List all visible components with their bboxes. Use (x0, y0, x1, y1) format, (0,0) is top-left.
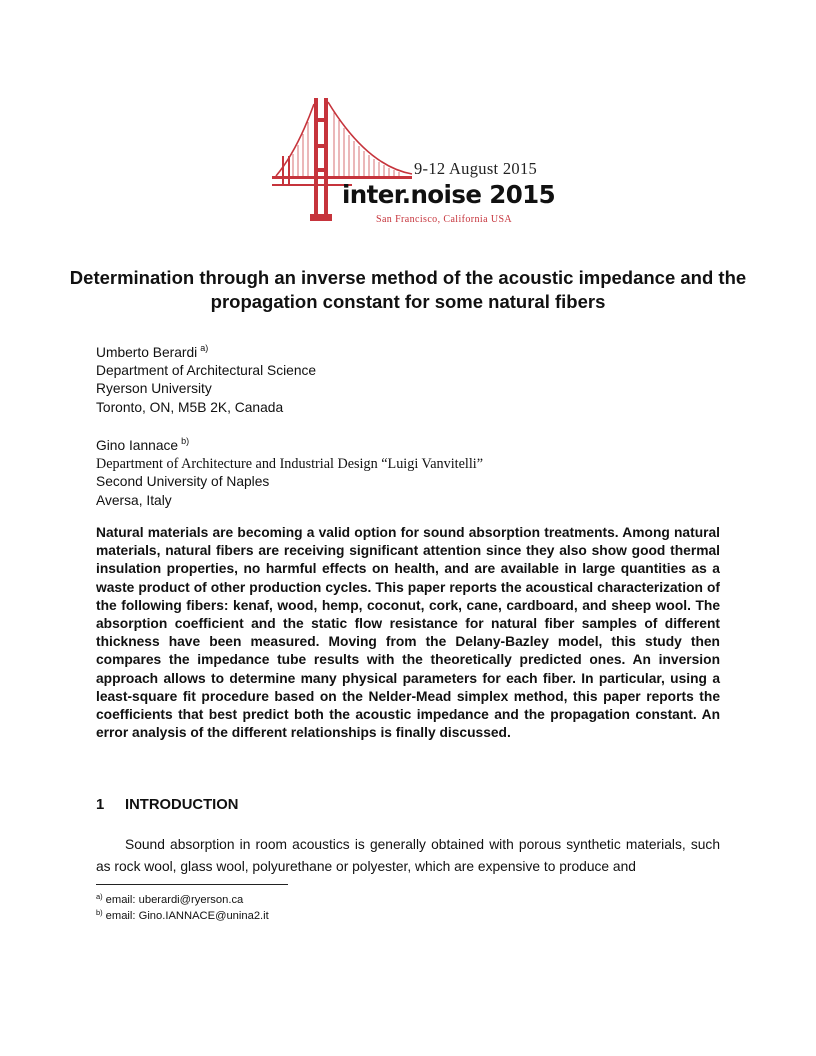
footnote-a (96, 892, 243, 906)
logo-location: San Francisco, California USA (376, 214, 513, 225)
author-name-line (96, 339, 316, 362)
affiliation-department: Department of Architecture and Industrial Design “Luigi Vanvitelli” (96, 456, 484, 473)
footnote-b (96, 908, 269, 922)
footnote-marker: b) (96, 908, 103, 917)
intro-paragraph: Sound absorption in room acoustics is generally obtained with porous synthetic materials, such as rock wool, glass wool, polyurethane or polyester, which are expensive to produce and (96, 837, 720, 874)
footnote-marker: a) (96, 892, 103, 901)
author-marker: b) (181, 436, 190, 446)
affiliation-institution: Ryerson University (96, 381, 212, 397)
author-block-1 (96, 339, 316, 417)
section-heading (96, 797, 238, 813)
logo-name: inter.noise 2015 (342, 180, 556, 209)
author-marker: a) (200, 343, 209, 353)
affiliation-department: Department of Architectural Science (96, 363, 317, 379)
affiliation-institution: Second University of Naples (96, 474, 270, 490)
affiliation-address: Toronto, ON, M5B 2K, Canada (96, 399, 284, 415)
section-title: INTRODUCTION (125, 797, 239, 813)
author-name-line (96, 432, 483, 455)
footnote-divider (96, 884, 288, 885)
footnote-email: email: uberardi@ryerson.ca (105, 894, 244, 906)
paper-title: Determination through an inverse method of the acoustic impedance and the propagation constant for some natural fibers (69, 267, 747, 312)
author-name: Umberto Berardi (96, 345, 198, 360)
author-name: Gino Iannace (96, 438, 179, 453)
conference-logo (272, 96, 556, 231)
section-number: 1 (96, 797, 105, 813)
abstract: Natural materials are becoming a valid option for sound absorption treatments. Among natural materials, natural fibers are receiving significant attention since they also show good thermal insulation properties, no harmful effects on health, and are available in large quantities as a waste product of other production cycles. This paper reports the acoustical characterization of the following fibers: kenaf, wood, hemp, coconut, cork, cane, cardboard, and sheep wool. The absorption coefficient and the static flow resistance for natural fiber samples of different thickness have been measured. Moving from the Delany-Bazley model, this study then compares the impedance tube results with the theoretically predicted ones. An inversion approach allows to determine many physical parameters for each fiber. In particular, using a least-square fit procedure based on the Nelder-Mead simplex method, this paper reports the coefficients that best predict both the acoustic impedance and the propagation constant. An error analysis of the different relationships is finally discussed. (96, 525, 720, 741)
logo-dates: 9-12 August 2015 (414, 159, 538, 178)
footnote-email: email: Gino.IANNACE@unina2.it (105, 910, 269, 922)
affiliation-address: Aversa, Italy (96, 492, 172, 508)
author-block-2 (96, 432, 483, 510)
